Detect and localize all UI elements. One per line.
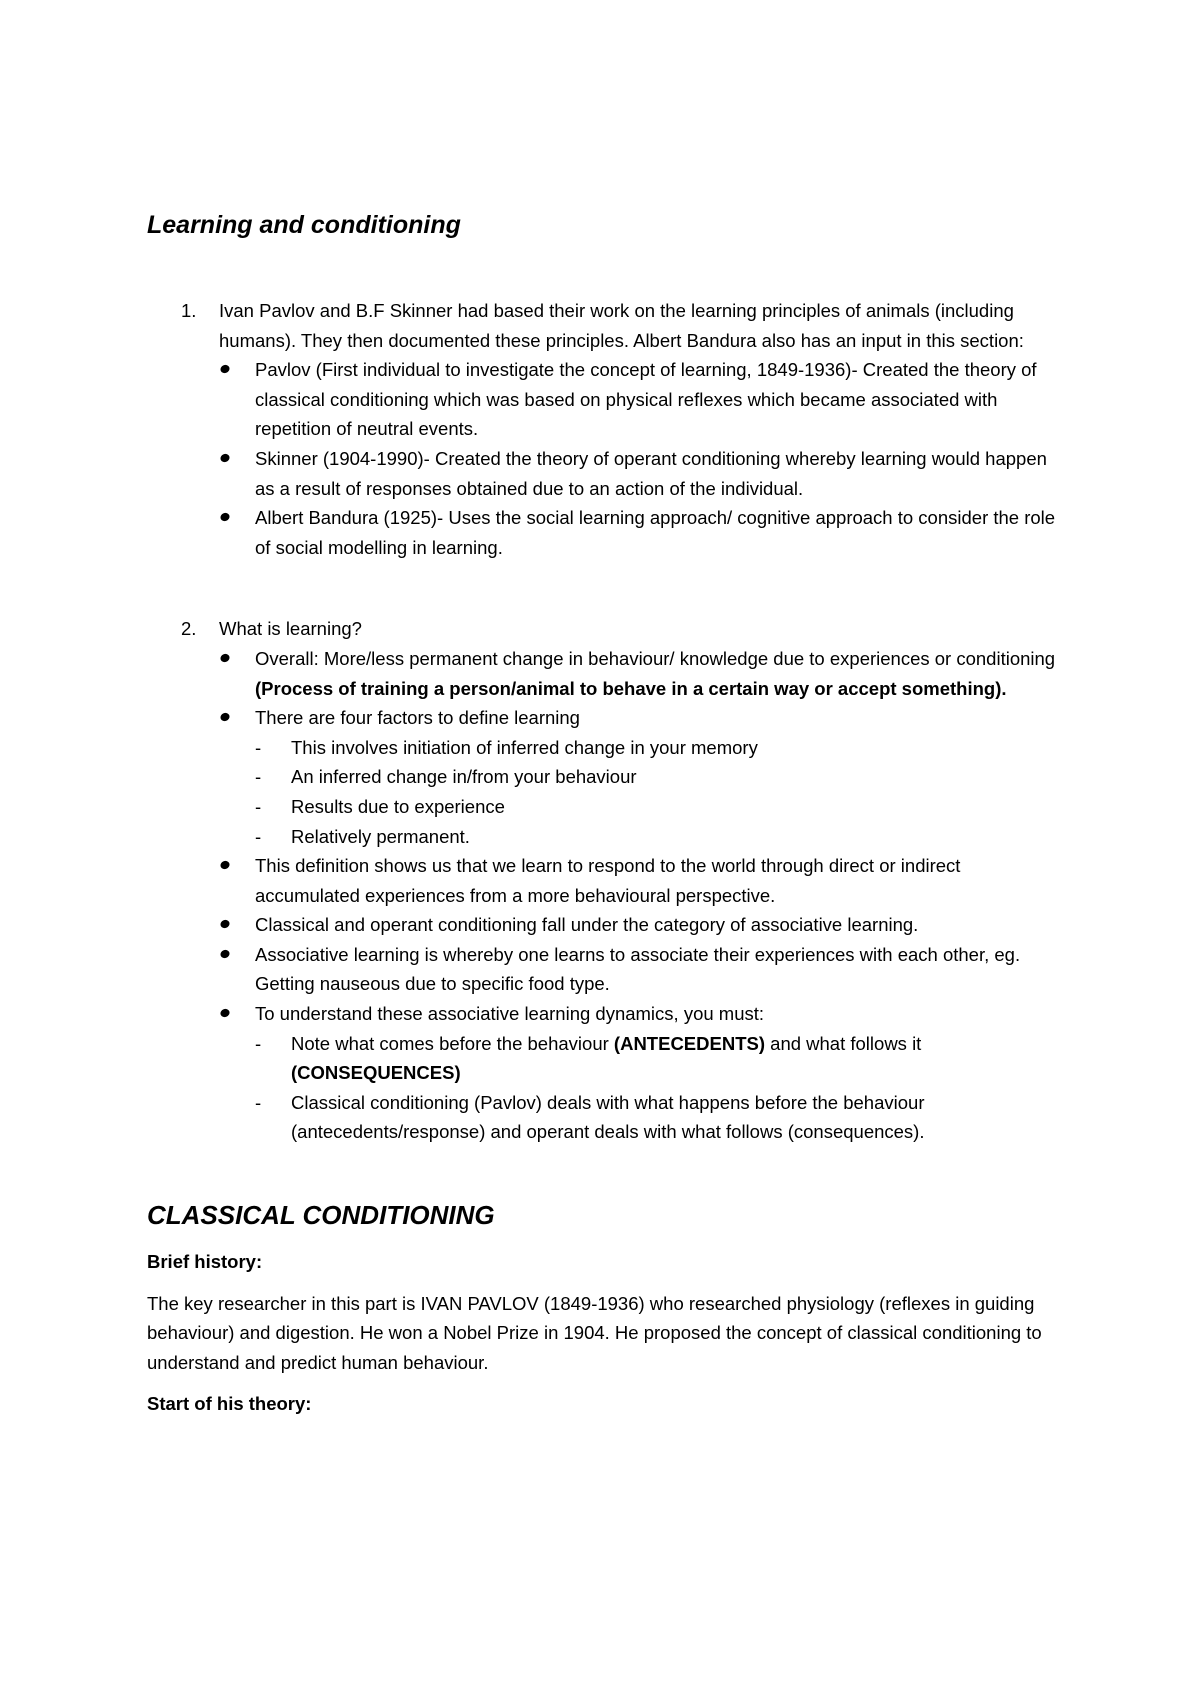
sub-list-item-text: Classical conditioning (Pavlov) deals with what happens before the behaviour (antecedents/response) and operant deals with what follows (consequences). <box>291 1091 925 1143</box>
subheading-start-of-theory: Start of his theory: <box>147 1393 312 1415</box>
sub-list-item-text: Note what comes before the behaviour <box>291 1032 614 1054</box>
dash-marker: - <box>255 1032 262 1054</box>
sub-list-item-text: Relatively permanent. <box>291 825 470 847</box>
list-item-text: Pavlov (First individual to investigate the concept of learning, 1849-1936)- Created the theory of classical conditioning which was based on physical reflexes which became associated with repetition of neutral events. <box>255 359 1037 440</box>
bullet-icon <box>219 453 230 464</box>
subheading-brief-history: Brief history: <box>147 1251 263 1273</box>
list-item-text: There are four factors to define learning <box>255 707 580 729</box>
bullet-icon <box>219 512 230 523</box>
sub-list-item <box>255 792 1067 822</box>
sub-list <box>255 733 1067 851</box>
item-intro: What is learning? <box>219 618 362 640</box>
list-item-text: Skinner (1904-1990)- Created the theory of operant conditioning whereby learning would happen as a result of responses obtained due to an action of the individual. <box>255 447 1047 499</box>
bullet-icon <box>219 860 230 871</box>
list-item <box>219 851 1067 910</box>
item-number: 2. <box>181 618 197 640</box>
dash-marker: - <box>255 825 262 847</box>
list-item <box>219 999 1067 1147</box>
sub-list-item-text: and what follows it <box>765 1032 922 1054</box>
dash-marker: - <box>255 795 262 817</box>
sub-list-item <box>255 762 1067 792</box>
dash-marker: - <box>255 766 262 788</box>
item-number: 1. <box>181 300 197 321</box>
list-item-text: To understand these associative learning dynamics, you must: <box>255 1003 765 1025</box>
antecedents-term: (ANTECEDENTS) <box>613 1032 766 1054</box>
sub-list-item <box>255 822 1067 852</box>
list-item <box>219 444 1067 503</box>
dash-marker: - <box>255 736 262 758</box>
bullet-icon <box>219 919 230 930</box>
list-item-text: Classical and operant conditioning fall under the category of associative learning. <box>255 914 919 936</box>
item-intro: Ivan Pavlov and B.F Skinner had based their work on the learning principles of animals (including humans). They then documented these principles. Albert Bandura also has an input in this section: <box>219 300 1024 351</box>
list-item-text: Albert Bandura (1925)- Uses the social learning approach/ cognitive approach to consider the role of social modelling in learning. <box>255 507 1056 558</box>
paragraph: The key researcher in this part is IVAN PAVLOV (1849-1936) who researched physiology (reflexes in guiding behaviour) and digestion. He won a Nobel Prize in 1904. He proposed the concept of classical conditioning to understand and predict human behaviour. <box>147 1292 1042 1373</box>
sub-list-item-text: Results due to experience <box>291 795 505 817</box>
sub-list <box>255 1029 1067 1147</box>
consequences-term: (CONSEQUENCES) <box>291 1062 461 1084</box>
list-item <box>219 703 1067 851</box>
list-item <box>219 940 1067 999</box>
document-body <box>147 208 1067 1419</box>
dash-marker: - <box>255 1091 262 1113</box>
list-item <box>219 644 1067 703</box>
sub-list-item <box>255 733 1067 763</box>
bullet-list <box>219 355 1067 562</box>
list-item <box>219 355 1067 444</box>
list-item-text: Overall: More/less permanent change in behaviour/ knowledge due to experiences or conditioning <box>255 647 1056 669</box>
sub-list-item <box>255 1029 1067 1088</box>
numbered-item-1 <box>147 296 1067 562</box>
sub-list-item-text: This involves initiation of inferred change in your memory <box>291 736 758 758</box>
section-title: CLASSICAL CONDITIONING <box>147 1200 495 1231</box>
sub-list-item <box>255 1088 1067 1147</box>
bullet-list <box>219 644 1067 1147</box>
bullet-icon <box>219 653 230 664</box>
numbered-item-2 <box>147 614 1067 1147</box>
list-item-text: Associative learning is whereby one learns to associate their experiences with each other, eg. Getting nauseous due to specific food type. <box>255 943 1021 995</box>
bullet-icon <box>219 364 230 375</box>
list-item <box>219 503 1067 562</box>
sub-list-item-text: An inferred change in/from your behaviour <box>291 766 637 788</box>
list-item-bold-text: (Process of training a person/animal to behave in a certain way or accept something). <box>255 677 1007 699</box>
bullet-icon <box>219 949 230 960</box>
list-item <box>219 910 1067 940</box>
bullet-icon <box>219 712 230 723</box>
list-item-text: This definition shows us that we learn to respond to the world through direct or indirect accumulated experiences from a more behavioural perspective. <box>255 855 961 906</box>
bullet-icon <box>219 1008 230 1019</box>
document-title: Learning and conditioning <box>147 211 461 239</box>
